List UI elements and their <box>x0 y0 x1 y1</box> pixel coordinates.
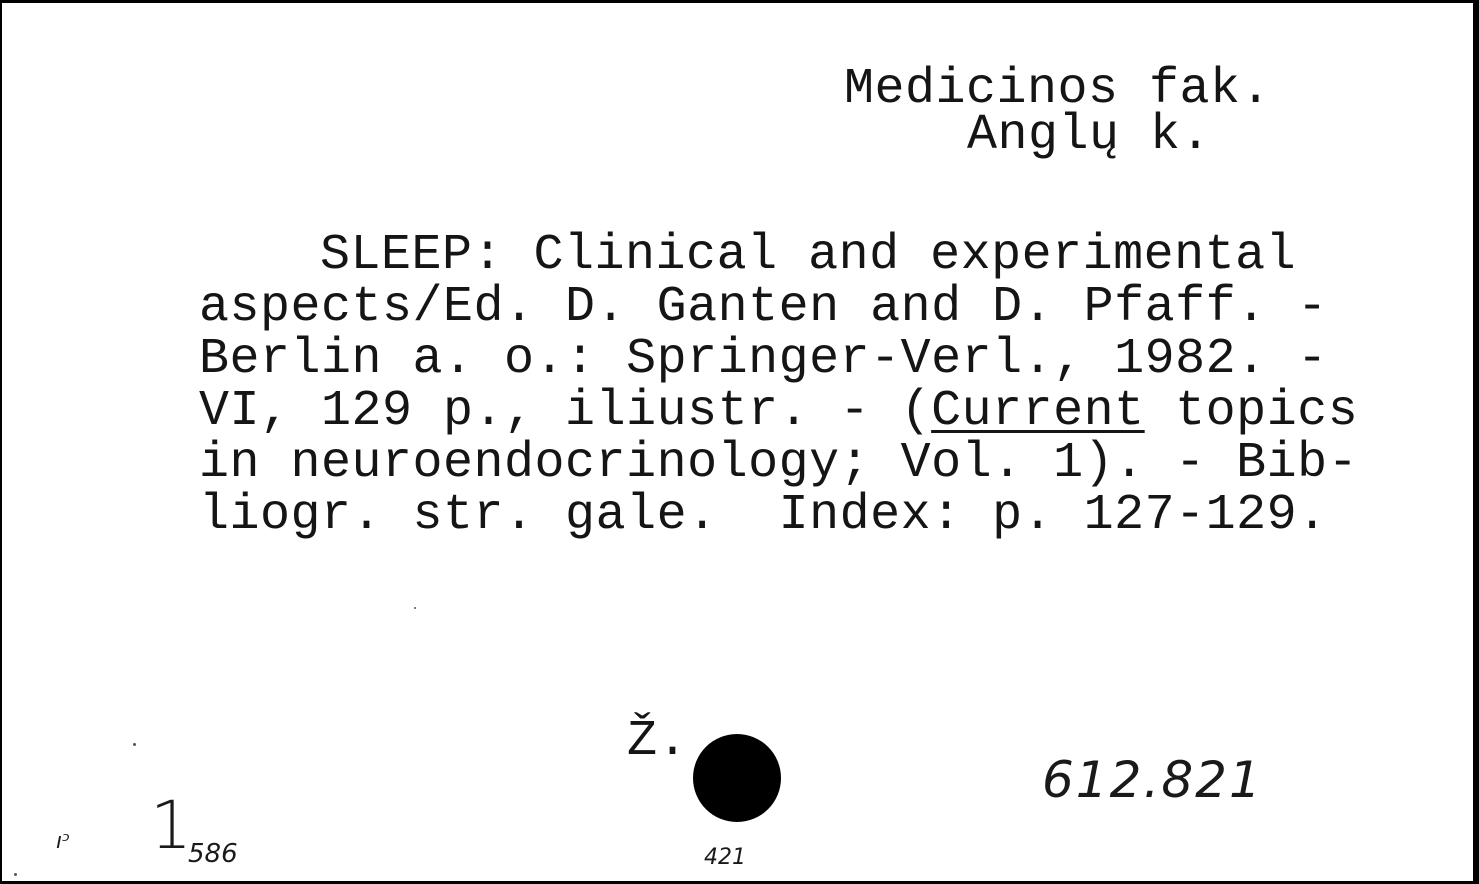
entry-extent-line <box>199 383 1359 440</box>
entry-publisher-line: Berlin a. o.: Springer-Verl., 1982. - <box>199 331 1328 388</box>
series-title-part1: Current <box>931 383 1145 440</box>
dust-speck <box>414 607 416 609</box>
handwritten-mark-small: ıᵓ <box>56 829 71 854</box>
entry-extent-text: VI, 129 p., iliustr. - ( <box>199 383 932 440</box>
classification-number: 612.821 <box>1042 751 1263 809</box>
entry-series-tail: ; Vol. 1). - Bib- <box>839 435 1359 492</box>
series-title-part2: in neuroendocrinology <box>199 435 840 492</box>
entry-series-line <box>199 435 1359 492</box>
footer-letter: Ž. <box>627 713 689 770</box>
entry-title-line: SLEEP: Clinical and experimental <box>320 227 1297 284</box>
handwritten-mark-sub: 586 <box>188 839 238 869</box>
handwritten-mark-number: 1 <box>150 787 192 864</box>
dust-speck <box>14 873 17 876</box>
entry-notes-line: liogr. str. gale. Index: p. 127-129. <box>199 487 1328 544</box>
entry-editors-line: aspects/Ed. D. Ganten and D. Pfaff. - <box>199 279 1328 336</box>
punch-hole <box>693 734 781 822</box>
faculty-label: Medicinos fak. <box>844 61 1272 118</box>
handwritten-bottom-mark: 421 <box>704 845 746 870</box>
dust-speck <box>133 743 136 746</box>
entry-extent-tail: topics <box>1144 383 1359 440</box>
department-label: Anglų k. <box>967 107 1212 164</box>
